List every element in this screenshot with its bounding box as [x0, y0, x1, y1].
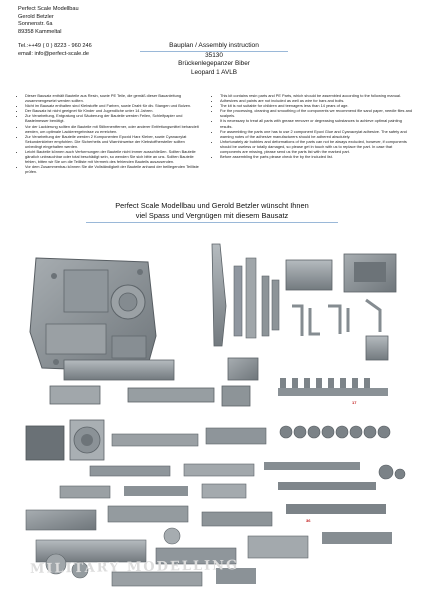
city: 89358 Kammeltal	[18, 28, 62, 35]
vertical-parts	[212, 244, 279, 346]
engine-parts	[26, 420, 266, 460]
note-item: • Adhesives and paints are not included as well as wire for bars and bolts.	[220, 98, 413, 103]
note-item: • Vor der Lackierung sollten die Bauteile mit Stilbenentferner, oder anderer Entfettungsmittel behandelt werden, um optimale Lackierergebnisse zu erreichen.	[25, 124, 200, 134]
email: email: info@perfect-scale.de	[18, 50, 89, 57]
greeting-line-1: Perfect Scale Modellbau und Gerold Betzler wünscht Ihnen	[115, 201, 309, 210]
product-subject: Brückenlegepanzer Biber	[178, 60, 250, 68]
note-item: • For the processing, cleaning and smoothing of the components we recommend file sand paper, needle files and scalpels.	[220, 108, 413, 118]
company-name: Perfect Scale Modellbau	[18, 6, 79, 12]
note-item: • Nicht im Bausatz enthalten sind Klebstoffe und Farben, sowie Draht für div. Stangen und Bolzen.	[25, 103, 200, 108]
greeting	[60, 201, 364, 223]
english-notes	[213, 93, 413, 159]
parts-photo	[16, 236, 410, 592]
note-item: • The kit is not suitable for children and teenagers less than 14 years of age.	[220, 103, 413, 108]
note-item: • Zur Verarbeitung, Entgratung und Säuberung der Bauteile werden Feilen, Schleifpapier und Bastelmesser benötigt.	[25, 113, 200, 123]
street: Sonnenstr. 6a	[18, 21, 53, 28]
hull-part	[30, 258, 156, 372]
part-number-label: 36	[306, 518, 311, 523]
note-item: • Before assembling the parts please check the by the included list.	[220, 154, 413, 159]
mid-row-parts	[60, 462, 376, 498]
note-item: • It is necessary to treat all parts with grease remover or degreasing substances to achieve optimal painting results.	[220, 118, 413, 128]
note-item: • Zur Verarbeitung der Bauteile werden 2 Komponenten Epoxid Harz Kleber, sowie Cyanacrylat Sekundenkleber empfohlen. Die Sicherheits und Warnhinweise der Klebstoffhersteller sollten unbedingt eingehalten werden.	[25, 134, 200, 149]
watermark: MILITARY MODELLING	[29, 558, 240, 577]
long-strips	[50, 358, 258, 406]
note-item: • Unfortunately air bubbles and deformations of the parts can not be always excluded, however, if components should be useless or totally damaged, so please get in touch with us to replace the part. In case that components are missing, please send us the parts list with the marked part.	[220, 139, 413, 154]
bent-bars	[292, 300, 380, 336]
note-item: • Leicht Bauteile können auch Verformungen der Bauteile nicht immer ausschließen. Sollten Bauteile gänzlich unbrauchbar oder total beschädigt sein, so wenden Sie sich bitte an uns. Sollten Bauteile fehlen, bitten wir Sie um die Teilliste mit Vermerk des fehlenden Bauteils auszusenden.	[25, 149, 200, 164]
greeting-line-2: viel Spass und Vergnügen mit diesem Bausatz	[135, 210, 289, 220]
note-item: • For assembling the parts one has to use 2 component Epoxi Glue and Cyanacrylat adhesive. The safety and warning notes of the adhesive manufacturers should be adhered absolutely.	[220, 129, 413, 139]
product-subtitle: Leopard 1 AVLB	[190, 68, 238, 76]
title-block	[140, 42, 288, 77]
parts-photo-svg	[16, 236, 410, 592]
note-item: • Dieser Bausatz enthält Bauteile aus Resin, sowie PE Teile, die gemäß dieser Bauanleitung zusammengesetzt werden sollten.	[25, 93, 200, 103]
product-code: 35130	[205, 51, 223, 59]
note-item: • Der Bausatz ist nicht geeignet für Kinder und Jugendliche unter 14 Jahren.	[25, 108, 200, 113]
note-item: • This kit contains resin parts and PE Parts, which should be assembled according to the following manual.	[220, 93, 413, 98]
part-number-label: 17	[352, 400, 357, 405]
document-title: Bauplan / Assembly instruction	[169, 42, 259, 49]
box-parts	[286, 254, 396, 292]
phone: Tel.:++49 ( 0 ) 8223 - 960 246	[18, 43, 92, 50]
address-block	[18, 6, 92, 59]
note-item: • Vor dem Zusammenbau können Sie die Vollständigkeit der Bauteile anhand der beiliegenden Teilliste prüfen.	[25, 164, 200, 174]
small-fittings-row	[278, 378, 388, 405]
german-notes	[18, 93, 200, 175]
owner-name: Gerold Betzler	[18, 13, 54, 20]
wheel-parts	[280, 426, 405, 479]
greeting-divider	[86, 222, 338, 223]
